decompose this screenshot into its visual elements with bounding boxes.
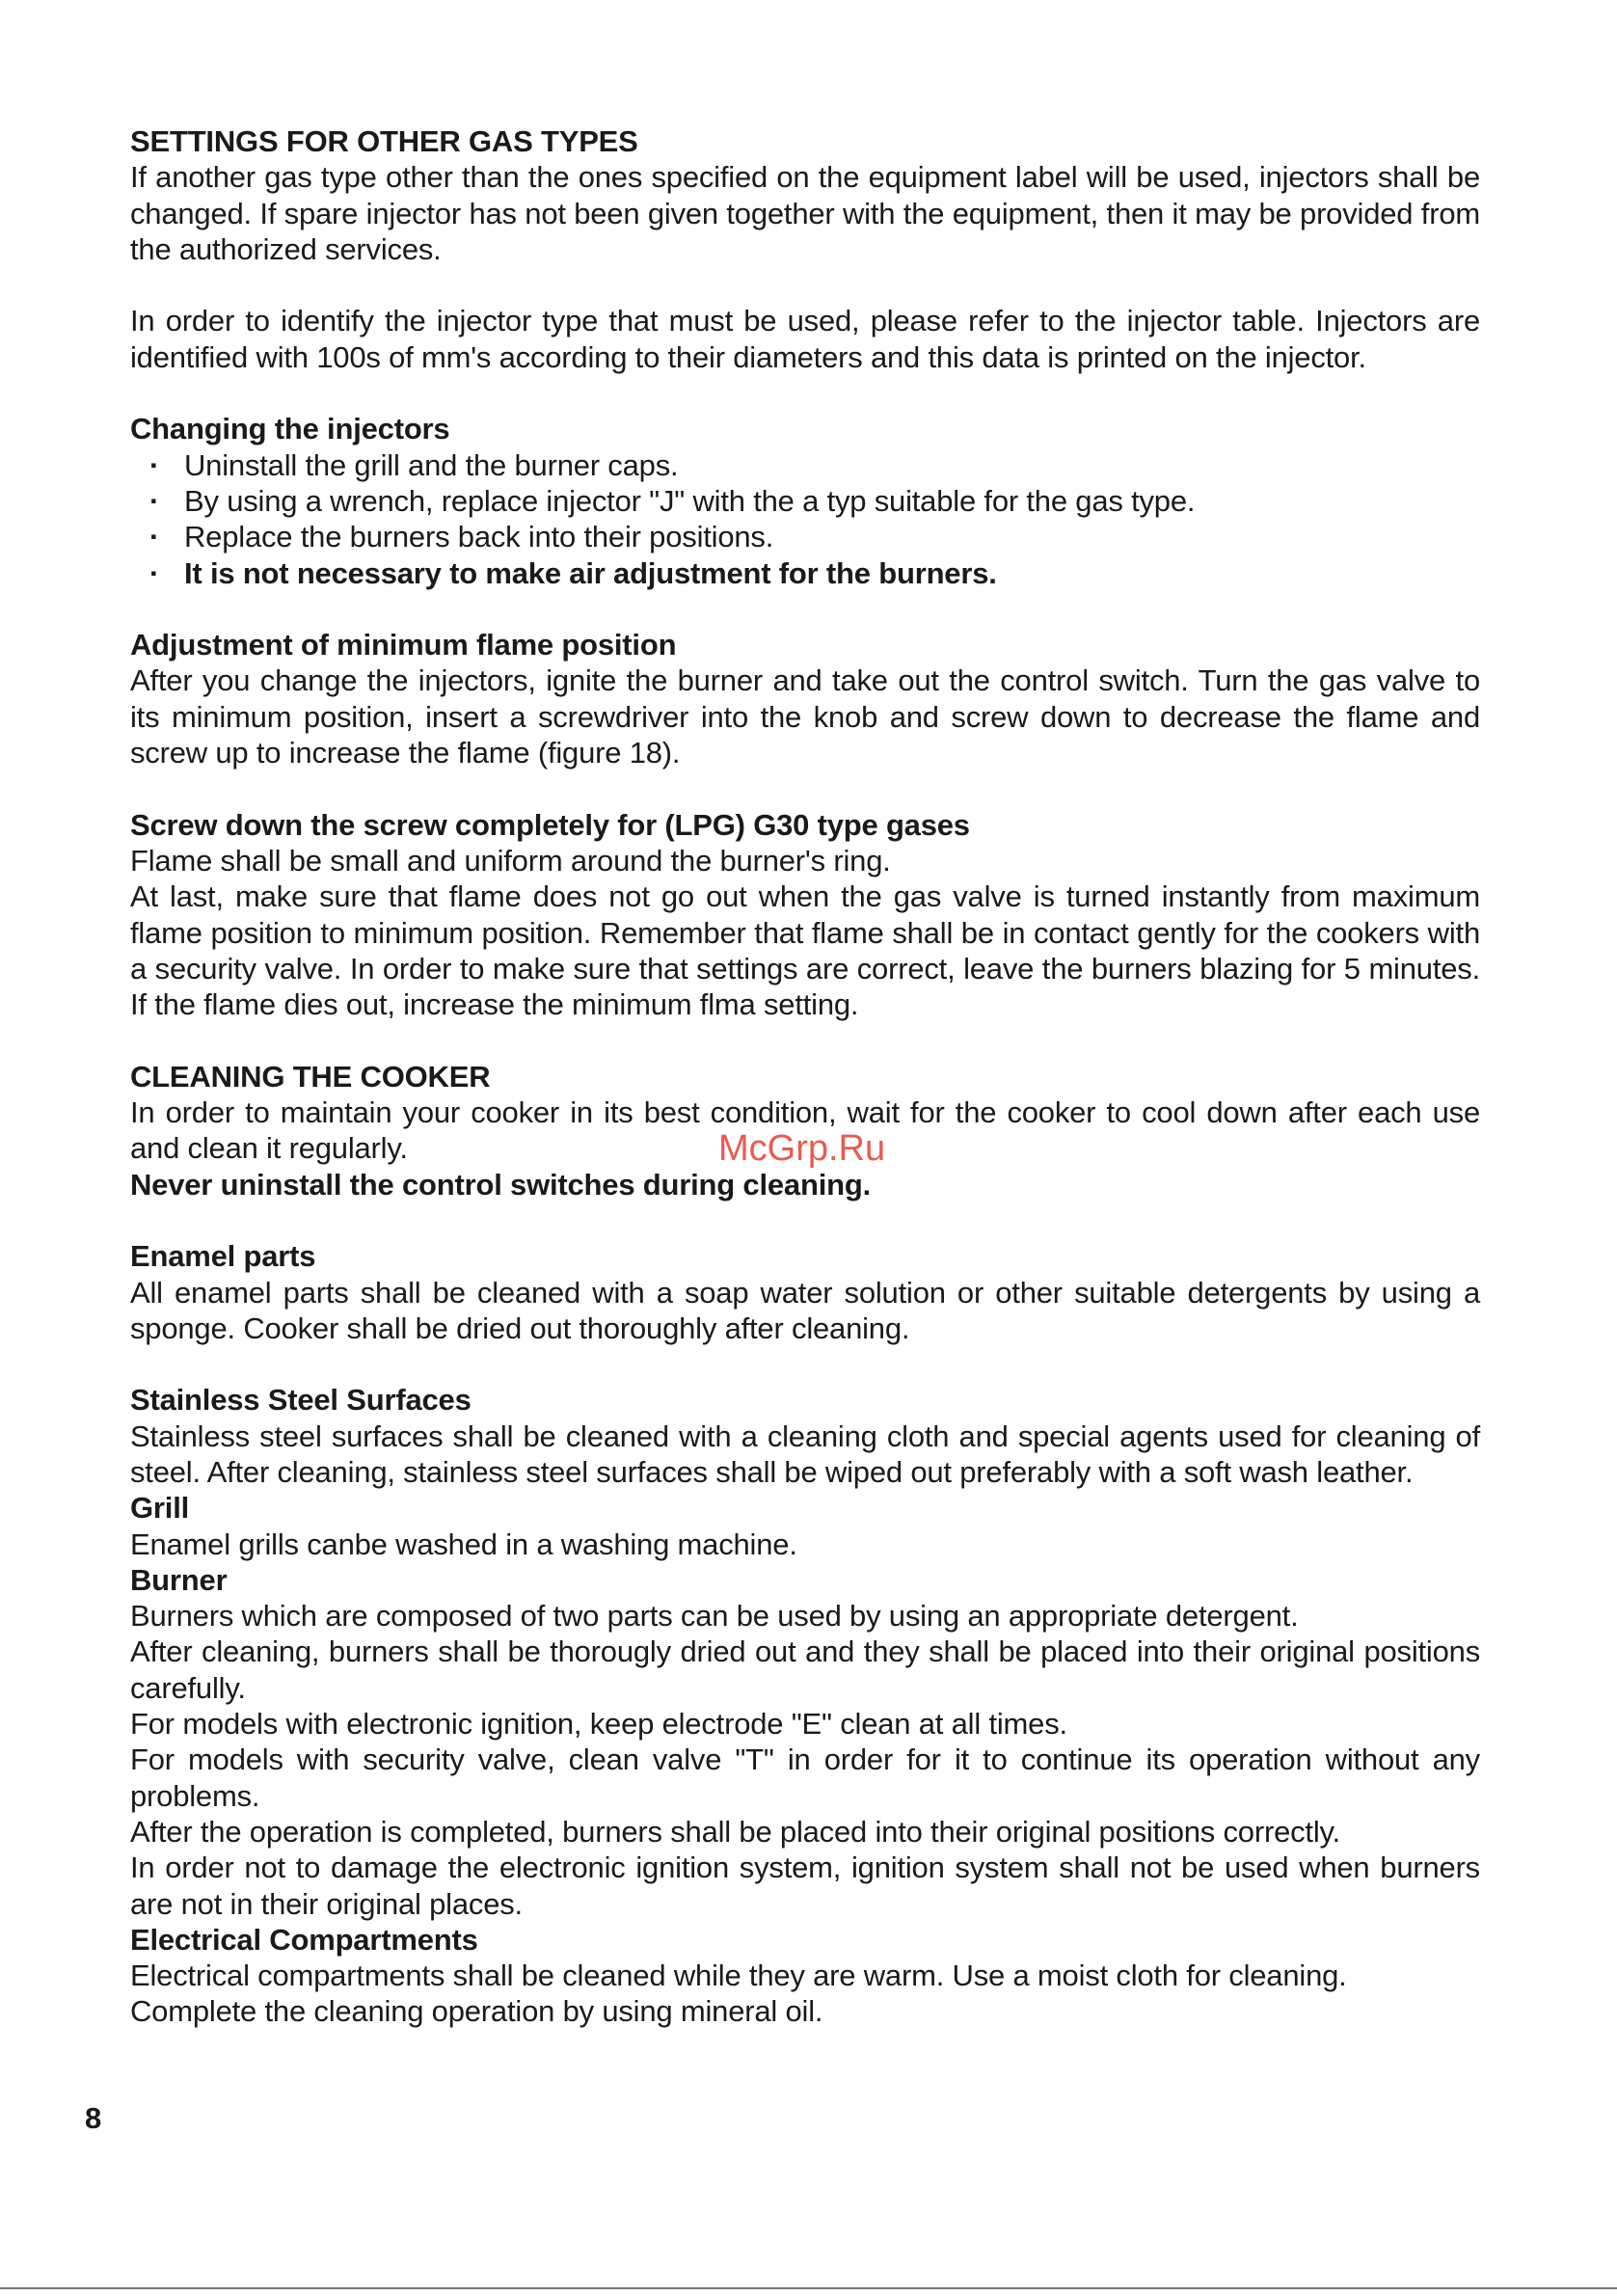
- list-item: · Replace the burners back into their positions.: [149, 520, 774, 554]
- section-heading: Electrical Compartments: [130, 1922, 478, 1957]
- list-item: · It is not necessary to make air adjustment for the burners.: [149, 555, 997, 590]
- bullet-icon: ·: [149, 520, 160, 554]
- section-gas-types: [130, 123, 1480, 267]
- section-burner: [130, 1562, 1480, 1922]
- section-heading: Burner: [130, 1562, 228, 1597]
- section-grill: [130, 1490, 1480, 1562]
- section-minimum-flame: [130, 627, 1480, 770]
- section-changing-injectors: [130, 411, 1480, 590]
- bullet-icon: ·: [149, 483, 160, 518]
- section-heading: CLEANING THE COOKER: [130, 1059, 491, 1094]
- section-heading: Stainless Steel Surfaces: [130, 1383, 472, 1418]
- paragraph: After cleaning, burners shall be thorougly dried out and they shall be placed into their original positions carefully.: [130, 1634, 1480, 1705]
- paragraph: In order not to damage the electronic ignition system, ignition system shall not be used when burners are not in their original places.: [130, 1850, 1480, 1921]
- bullet-icon: ·: [149, 555, 160, 590]
- paragraph: If another gas type other than the ones specified on the equipment label will be used, injectors shall be changed. If spare injector has not been given together with the equipment, then it may be provided from the authorized services.: [130, 160, 1480, 266]
- paragraph: Stainless steel surfaces shall be cleaned with a cleaning cloth and special agents used for cleaning of steel. After cleaning, stainless steel surfaces shall be wiped out preferably with a soft wash leather.: [130, 1418, 1480, 1489]
- injector-steps-list: [130, 447, 1480, 591]
- section-injector-identification: [130, 303, 1480, 375]
- section-heading: SETTINGS FOR OTHER GAS TYPES: [130, 124, 638, 158]
- watermark: McGrp.Ru: [718, 1128, 886, 1169]
- bullet-icon: ·: [149, 447, 160, 482]
- page-bottom-divider: [0, 2287, 1617, 2289]
- cleaning-warning: Never uninstall the control switches during cleaning.: [130, 1167, 871, 1202]
- section-lpg-g30: [130, 807, 1480, 1023]
- paragraph: For models with electronic ignition, keep electrode "E" clean at all times.: [130, 1707, 1067, 1742]
- section-enamel-parts: [130, 1238, 1480, 1346]
- paragraph: In order to maintain your cooker in its best condition, wait for the cooker to cool down after each use and clean it regularly.: [130, 1095, 1480, 1166]
- section-heading: Grill: [130, 1491, 190, 1526]
- paragraph: All enamel parts shall be cleaned with a soap water solution or other suitable detergents by using a sponge. Cooker shall be dried out thoroughly after cleaning.: [130, 1275, 1480, 1345]
- paragraph: After the operation is completed, burners shall be placed into their original positions correctly.: [130, 1814, 1340, 1849]
- paragraph: Complete the cleaning operation by using mineral oil.: [130, 1994, 823, 2029]
- paragraph: After you change the injectors, ignite the burner and take out the control switch. Turn the gas valve to its minimum position, insert a screwdriver into the knob and screw down to decrease the flame and screw up to increase the flame (figure 18).: [130, 663, 1480, 770]
- list-item: · By using a wrench, replace injector "J" with the a typ suitable for the gas type.: [149, 483, 1196, 518]
- section-heading: Screw down the screw completely for (LPG) G30 type gases: [130, 807, 970, 842]
- section-heading: Enamel parts: [130, 1239, 316, 1274]
- paragraph: At last, make sure that flame does not go out when the gas valve is turned instantly from maximum flame position to minimum position. Remember that flame shall be in contact gently for the cookers with a security valve. In order to make sure that settings are correct, leave the burners blazing for 5 minutes. If the flame dies out, increase the minimum flma setting.: [130, 879, 1480, 1022]
- section-heading: Adjustment of minimum flame position: [130, 628, 677, 662]
- paragraph: Flame shall be small and uniform around the burner's ring.: [130, 843, 891, 878]
- page-number: 8: [85, 2101, 102, 2135]
- section-electrical-compartments: [130, 1922, 1480, 2030]
- section-heading: Changing the injectors: [130, 412, 450, 446]
- list-item: · Uninstall the grill and the burner caps.: [149, 447, 679, 482]
- paragraph: For models with security valve, clean valve "T" in order for it to continue its operation without any problems.: [130, 1742, 1480, 1813]
- paragraph: Enamel grills canbe washed in a washing machine.: [130, 1526, 797, 1561]
- paragraph: Electrical compartments shall be cleaned while they are warm. Use a moist cloth for cleaning.: [130, 1958, 1347, 1993]
- paragraph: Burners which are composed of two parts can be used by using an appropriate detergent.: [130, 1599, 1299, 1634]
- paragraph: In order to identify the injector type that must be used, please refer to the injector table. Injectors are identified with 100s of mm's according to their diameters and this data is printed on the injector.: [130, 304, 1480, 374]
- section-stainless-steel: [130, 1382, 1480, 1490]
- manual-page-body: [130, 123, 1480, 2030]
